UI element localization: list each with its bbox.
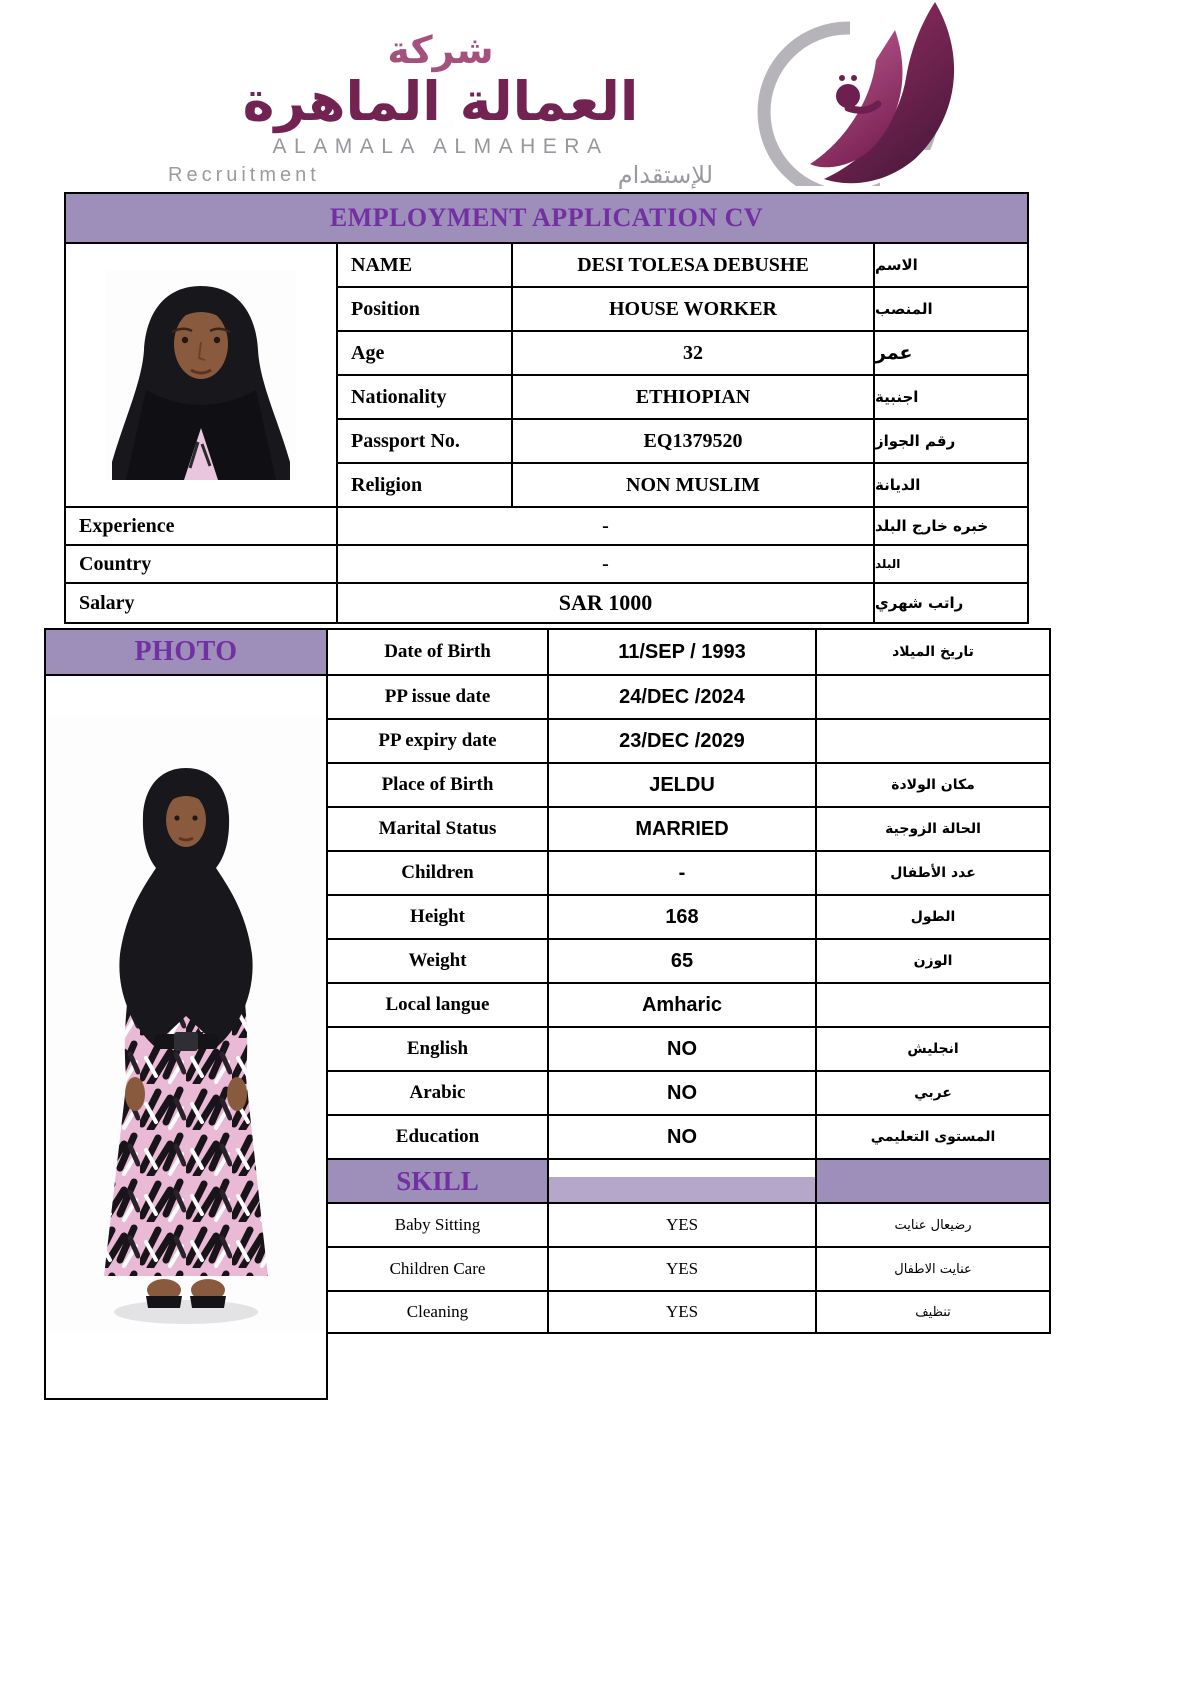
field-label: Passport No. xyxy=(338,420,511,462)
field-label: Country xyxy=(66,546,336,582)
skill-label: Baby Sitting xyxy=(328,1204,547,1246)
field-label-arabic: المستوى التعليمي xyxy=(817,1116,1049,1158)
field-value: ETHIOPIAN xyxy=(513,376,873,418)
skill-label-arabic: عنايت الاطفال xyxy=(817,1248,1049,1290)
field-label-arabic: اجنبية xyxy=(875,376,1027,418)
field-label-arabic: خبره خارج البلد xyxy=(875,508,1027,544)
field-label-arabic: عدد الأطفال xyxy=(817,852,1049,894)
field-label-arabic: البلد xyxy=(875,546,1027,582)
applicant-fullbody-photo xyxy=(48,716,324,1374)
field-value: HOUSE WORKER xyxy=(513,288,873,330)
field-label: PP issue date xyxy=(328,676,547,718)
logo-arabic-recruitment-label: للإستقدام xyxy=(617,161,713,190)
skill-value: YES xyxy=(549,1204,815,1246)
field-label-arabic: الحالة الزوجية xyxy=(817,808,1049,850)
field-label: Arabic xyxy=(328,1072,547,1114)
skill-label-arabic: رضيعال عنايت xyxy=(817,1204,1049,1246)
field-value: 65 xyxy=(549,940,815,982)
field-label: Religion xyxy=(338,464,511,506)
field-label: Salary xyxy=(66,584,336,622)
field-label: Weight xyxy=(328,940,547,982)
fullbody-photo-cell xyxy=(46,676,326,1334)
field-label-arabic: الاسم xyxy=(875,244,1027,286)
field-label: Position xyxy=(338,288,511,330)
skill-section-title: SKILL xyxy=(328,1160,547,1202)
company-logo-mark-icon xyxy=(730,0,990,191)
field-label: Marital Status xyxy=(328,808,547,850)
field-label-arabic xyxy=(817,676,1049,718)
field-label-arabic: المنصب xyxy=(875,288,1027,330)
field-label: Place of Birth xyxy=(328,764,547,806)
field-label-arabic xyxy=(817,984,1049,1026)
field-label: NAME xyxy=(338,244,511,286)
skill-value: YES xyxy=(549,1248,815,1290)
field-label: Local langue xyxy=(328,984,547,1026)
skill-label: Children Care xyxy=(328,1248,547,1290)
table-title: EMPLOYMENT APPLICATION CV xyxy=(66,194,1027,242)
field-value: 24/DEC /2024 xyxy=(549,676,815,718)
field-label-arabic: الوزن xyxy=(817,940,1049,982)
field-label-arabic: مكان الولادة xyxy=(817,764,1049,806)
skill-label-arabic: تنظيف xyxy=(817,1292,1049,1334)
field-value: NO xyxy=(549,1028,815,1070)
logo-latin-company-name: ALAMALA ALMAHERA xyxy=(272,135,609,159)
company-logo-text xyxy=(168,30,713,189)
field-value: DESI TOLESA DEBUSHE xyxy=(513,244,873,286)
field-value: - xyxy=(549,852,815,894)
field-label-arabic: راتب شهري xyxy=(875,584,1027,622)
field-value: 32 xyxy=(513,332,873,374)
field-value: EQ1379520 xyxy=(513,420,873,462)
field-value: 11/SEP / 1993 xyxy=(549,630,815,674)
field-label-arabic: الطول xyxy=(817,896,1049,938)
field-label: Education xyxy=(328,1116,547,1158)
logo-arabic-word-sharika: شركة xyxy=(387,28,494,72)
field-label-arabic xyxy=(817,720,1049,762)
applicant-portrait-photo xyxy=(106,270,296,480)
skill-label: Cleaning xyxy=(328,1292,547,1334)
logo-tagline xyxy=(168,161,713,189)
field-label-arabic: انجليش xyxy=(817,1028,1049,1070)
skill-band-arabic-cell xyxy=(817,1160,1049,1202)
logo-recruitment-label: Recruitment xyxy=(168,163,320,186)
field-value: NO xyxy=(549,1072,815,1114)
details-table xyxy=(44,628,1051,1334)
field-label: Age xyxy=(338,332,511,374)
field-value: JELDU xyxy=(549,764,815,806)
field-value: SAR 1000 xyxy=(338,584,873,622)
field-value: - xyxy=(338,508,873,544)
field-label: PP expiry date xyxy=(328,720,547,762)
photo-cell-extension xyxy=(44,1332,328,1400)
field-value: Amharic xyxy=(549,984,815,1026)
field-label-arabic: عربي xyxy=(817,1072,1049,1114)
field-label-arabic: الديانة xyxy=(875,464,1027,506)
field-label-arabic: تاريخ الميلاد xyxy=(817,630,1049,674)
field-label-arabic: رقم الجواز xyxy=(875,420,1027,462)
photo-section-title: PHOTO xyxy=(46,630,326,674)
field-value: - xyxy=(338,546,873,582)
field-label: Nationality xyxy=(338,376,511,418)
field-label: English xyxy=(328,1028,547,1070)
portrait-photo-cell xyxy=(66,244,336,506)
field-label: Date of Birth xyxy=(328,630,547,674)
field-value: NON MUSLIM xyxy=(513,464,873,506)
field-label-arabic: عمر xyxy=(875,332,1027,374)
employment-application-table xyxy=(64,192,1029,624)
logo-arabic-company-name: العمالة الماهرة xyxy=(242,69,639,133)
field-value: MARRIED xyxy=(549,808,815,850)
field-label: Experience xyxy=(66,508,336,544)
field-label: Children xyxy=(328,852,547,894)
field-value: 168 xyxy=(549,896,815,938)
skill-value: YES xyxy=(549,1292,815,1334)
field-label: Height xyxy=(328,896,547,938)
skill-band-middle-cell xyxy=(549,1160,815,1202)
field-value: NO xyxy=(549,1116,815,1158)
field-value: 23/DEC /2029 xyxy=(549,720,815,762)
